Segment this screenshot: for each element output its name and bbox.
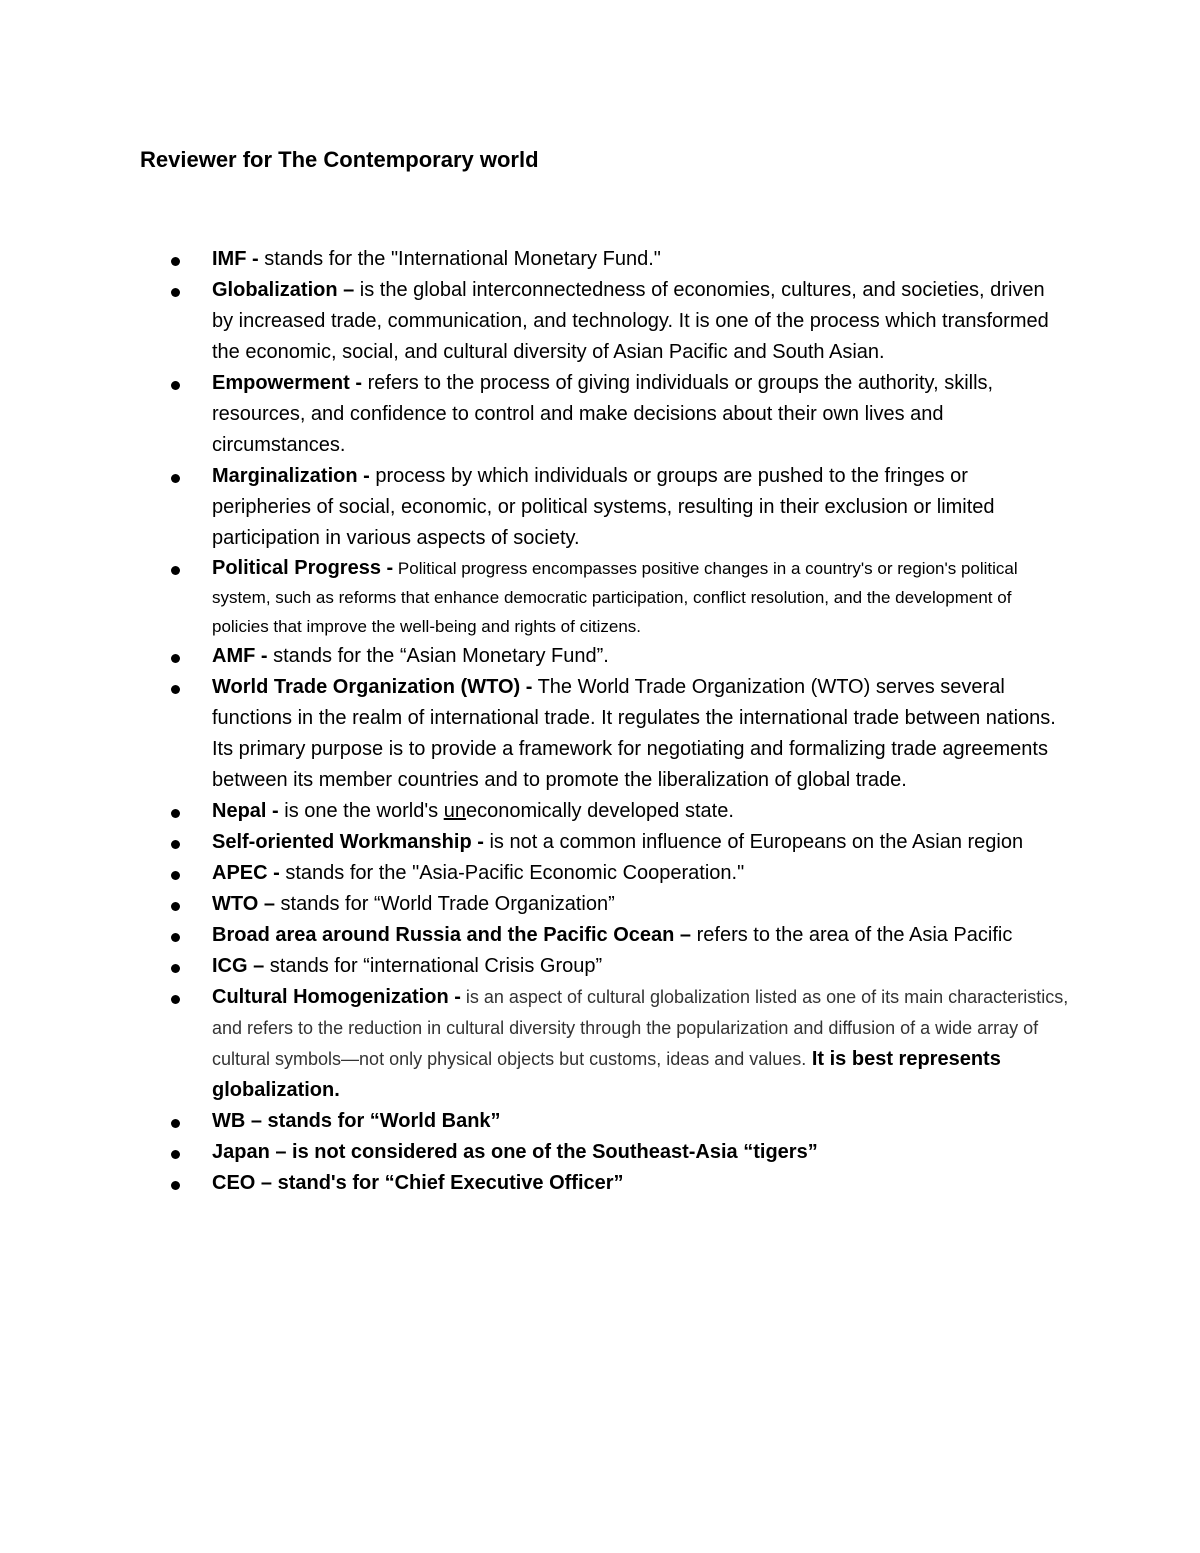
list-item bbox=[0, 920, 1200, 951]
term-label: Political Progress - bbox=[212, 557, 394, 579]
term-label: AMF - bbox=[212, 645, 268, 667]
term-definition: is the global interconnectedness of economies, cultures, and societies, driven by increased trade, communication, and technology. It is one of the process which transformed the economic, social, and cultural diversity of Asian Pacific and South Asian. bbox=[212, 279, 1049, 363]
bullet-icon bbox=[171, 871, 180, 880]
term-definition: stands for the “Asian Monetary Fund”. bbox=[267, 645, 609, 667]
term-label: Cultural Homogenization - bbox=[212, 986, 461, 1008]
bullet-icon bbox=[171, 257, 180, 266]
list-item bbox=[0, 461, 1200, 554]
document-title: Reviewer for The Contemporary world bbox=[140, 147, 539, 172]
term-definition: stands for “international Crisis Group” bbox=[264, 955, 603, 977]
term-definition: refers to the process of giving individuals or groups the authority, skills, resources, and confidence to control and make decisions about their own lives and circumstances. bbox=[212, 372, 994, 456]
term-label: WTO – bbox=[212, 893, 275, 915]
list-item bbox=[0, 275, 1200, 368]
term-label: Globalization – bbox=[212, 279, 355, 301]
term-label: WB – bbox=[212, 1110, 262, 1132]
bullet-icon bbox=[171, 809, 180, 818]
term-definition: is not a common influence of Europeans on the Asian region bbox=[483, 831, 1024, 853]
term-definition: stands for “World Trade Organization” bbox=[274, 893, 615, 915]
term-label: ICG – bbox=[212, 955, 265, 977]
bullet-icon bbox=[171, 964, 180, 973]
term-definition: process by which individuals or groups are pushed to the fringes or peripheries of social, economic, or political systems, resulting in their exclusion or limited participation in various aspects of society. bbox=[212, 465, 995, 549]
bullet-icon bbox=[171, 685, 180, 694]
term-definition: stands for the "International Monetary Fund." bbox=[258, 248, 661, 270]
bullet-icon bbox=[171, 566, 180, 575]
term-definition: Political progress encompasses positive changes in a country's or region's political system, such as reforms that enhance democratic participation, conflict resolution, and the development of policies that improve the well-being and rights of citizens. bbox=[212, 559, 1018, 636]
list-item bbox=[0, 1168, 1200, 1199]
term-definition: is not considered as one of the Southeast-Asia “tigers” bbox=[286, 1141, 818, 1163]
list-item bbox=[0, 827, 1200, 858]
list-item bbox=[0, 368, 1200, 461]
list-item bbox=[0, 951, 1200, 982]
term-list bbox=[0, 244, 1200, 1199]
bullet-icon bbox=[171, 902, 180, 911]
bullet-icon bbox=[171, 1181, 180, 1190]
bullet-icon bbox=[171, 288, 180, 297]
list-item bbox=[0, 858, 1200, 889]
term-label: CEO – bbox=[212, 1172, 273, 1194]
term-definition-tail: It is best represents globalization. bbox=[212, 1048, 1001, 1101]
term-definition: stand's for “Chief Executive Officer” bbox=[272, 1172, 624, 1194]
term-label: Empowerment - bbox=[212, 372, 363, 394]
term-label: Marginalization - bbox=[212, 465, 370, 487]
list-item bbox=[0, 1106, 1200, 1137]
list-item bbox=[0, 672, 1200, 796]
term-label: Japan – bbox=[212, 1141, 287, 1163]
list-item bbox=[0, 554, 1200, 641]
term-definition-end: economically developed state. bbox=[465, 800, 734, 822]
term-label: World Trade Organization (WTO) - bbox=[212, 676, 533, 698]
term-label: Nepal - bbox=[212, 800, 279, 822]
list-item bbox=[0, 796, 1200, 827]
term-definition-start: is one the world's bbox=[278, 800, 444, 822]
term-definition: refers to the area of the Asia Pacific bbox=[691, 924, 1013, 946]
bullet-icon bbox=[171, 381, 180, 390]
bullet-icon bbox=[171, 654, 180, 663]
term-label: Broad area around Russia and the Pacific Ocean – bbox=[212, 924, 692, 946]
bullet-icon bbox=[171, 840, 180, 849]
term-label: APEC - bbox=[212, 862, 280, 884]
term-definition: stands for the "Asia-Pacific Economic Cooperation." bbox=[279, 862, 745, 884]
bullet-icon bbox=[171, 474, 180, 483]
bullet-icon bbox=[171, 933, 180, 942]
list-item bbox=[0, 1137, 1200, 1168]
term-label: Self-oriented Workmanship - bbox=[212, 831, 484, 853]
term-definition: is an aspect of cultural globalization listed as one of its main characteristics, and refers to the reduction in cultural diversity through the popularization and diffusion of a wide array of cultural symbols—not only physical objects but customs, ideas and values. bbox=[212, 987, 1069, 1069]
list-item bbox=[0, 889, 1200, 920]
term-definition: The World Trade Organization (WTO) serves several functions in the realm of international trade. It regulates the international trade between nations. Its primary purpose is to provide a framework for negotiating and formalizing trade agreements between its member countries and to promote the liberalization of global trade. bbox=[212, 676, 1056, 791]
list-item bbox=[0, 641, 1200, 672]
bullet-icon bbox=[171, 1150, 180, 1159]
list-item bbox=[0, 244, 1200, 275]
list-item bbox=[0, 982, 1200, 1106]
bullet-icon bbox=[171, 1119, 180, 1128]
term-label: IMF - bbox=[212, 248, 259, 270]
underlined-prefix: un bbox=[443, 800, 466, 822]
bullet-icon bbox=[171, 995, 180, 1004]
term-definition: stands for “World Bank” bbox=[262, 1110, 501, 1132]
